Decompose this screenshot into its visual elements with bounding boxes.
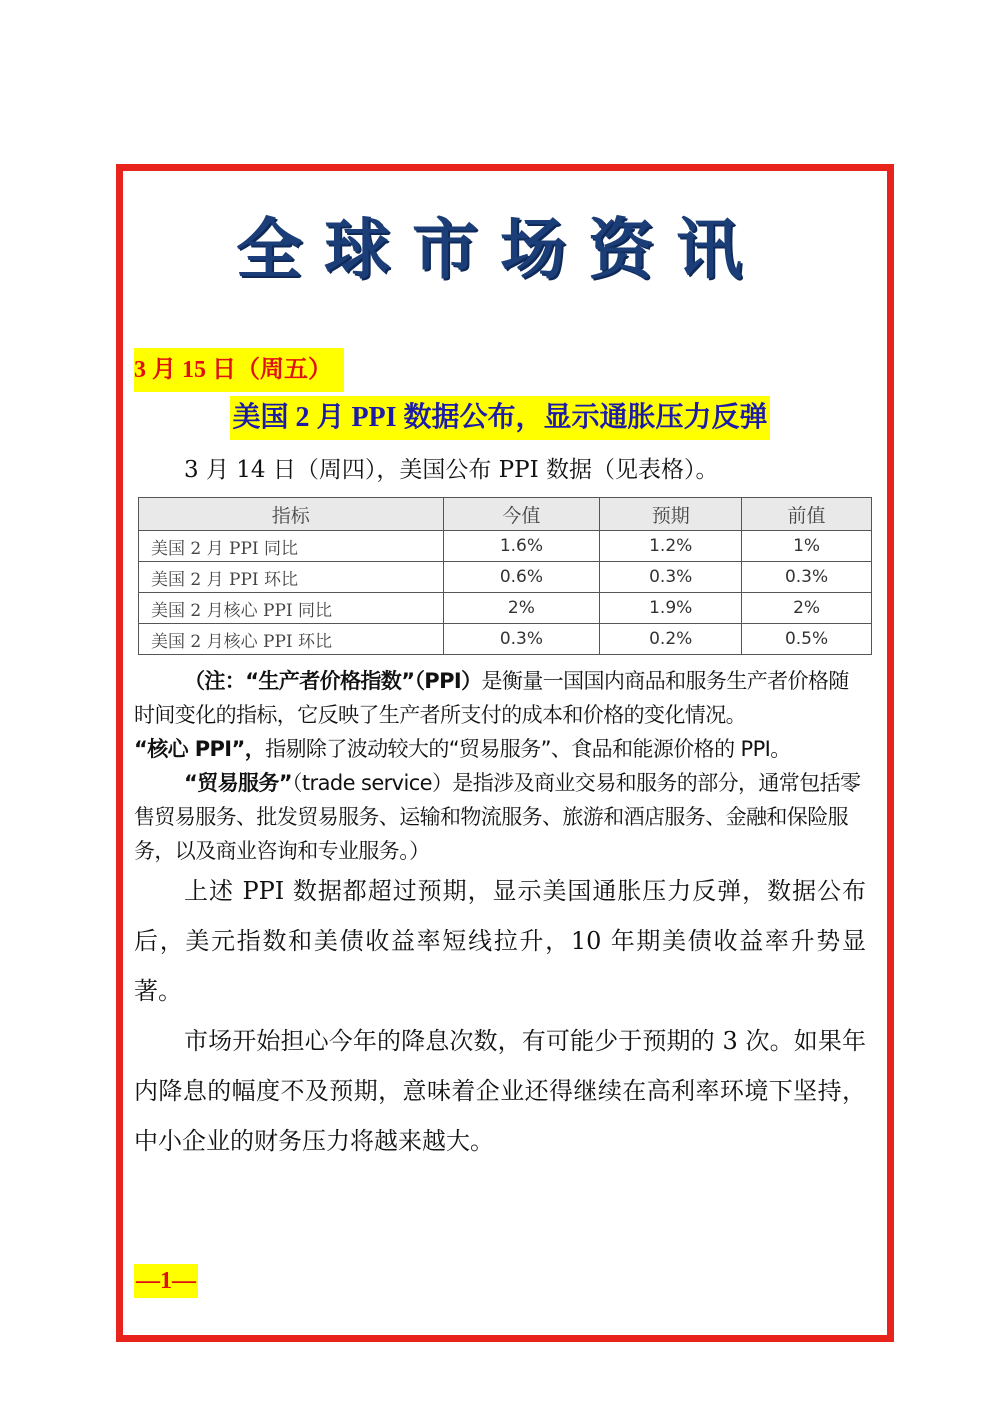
definition-note xyxy=(134,664,866,868)
note-core-ppi-definition xyxy=(134,732,866,766)
note-ppi-definition xyxy=(134,664,866,732)
row-current: 0.3% xyxy=(443,624,600,655)
ppi-data-table xyxy=(138,497,872,655)
row-label: 美国 2 月 PPI 同比 xyxy=(139,531,444,562)
row-current: 0.6% xyxy=(443,562,600,593)
table-header-indicator: 指标 xyxy=(139,498,444,531)
row-previous: 0.3% xyxy=(742,562,872,593)
row-previous: 1% xyxy=(742,531,872,562)
note-ppi-abbr: （PPI） xyxy=(414,669,482,693)
table-row xyxy=(139,624,872,655)
note-ppi-text: 是衡量一国国内商品和服务生产者价格随时间变化的指标，它反映了生产者所支付的成本和价格的变化情况。 xyxy=(134,669,849,727)
note-open: （注： xyxy=(184,669,246,693)
table-row xyxy=(139,562,872,593)
note-ppi-term: “生产者价格指数” xyxy=(245,669,415,693)
table-header-row xyxy=(139,498,872,531)
date-line: 3 月 15 日（周五） xyxy=(134,348,344,392)
table-header-previous: 前值 xyxy=(742,498,872,531)
table-row xyxy=(139,531,872,562)
intro-paragraph: 3 月 14 日（周四），美国公布 PPI 数据（见表格）。 xyxy=(184,457,719,483)
row-expected: 1.2% xyxy=(600,531,742,562)
note-trade-service-term: “贸易服务” xyxy=(184,771,293,795)
row-expected: 1.9% xyxy=(600,593,742,624)
article-headline: 美国 2 月 PPI 数据公布，显示通胀压力反弹 xyxy=(230,396,769,440)
body-paragraph: 上述 PPI 数据都超过预期，显示美国通胀压力反弹，数据公布后，美元指数和美债收益率短线拉升，10 年期美债收益率升势显著。 xyxy=(134,877,866,1005)
body-paragraph: 市场开始担心今年的降息次数，有可能少于预期的 3 次。如果年内降息的幅度不及预期，意味着企业还得继续在高利率环境下坚持，中小企业的财务压力将越来越大。 xyxy=(134,1027,866,1155)
note-core-ppi-term: “核心 PPI”， xyxy=(134,737,266,761)
row-expected: 0.3% xyxy=(600,562,742,593)
row-previous: 2% xyxy=(742,593,872,624)
row-label: 美国 2 月 PPI 环比 xyxy=(139,562,444,593)
table-header-current: 今值 xyxy=(443,498,600,531)
row-label: 美国 2 月核心 PPI 环比 xyxy=(139,624,444,655)
masthead-title: 全球市场资讯 xyxy=(236,210,764,288)
row-label: 美国 2 月核心 PPI 同比 xyxy=(139,593,444,624)
note-trade-service-text: （trade service）是指涉及商业交易和服务的部分，通常包括零售贸易服务、批发贸易服务、运输和物流服务、旅游和酒店服务、金融和保险服务，以及商业咨询和专业服务。） xyxy=(134,771,861,863)
row-current: 1.6% xyxy=(443,531,600,562)
row-previous: 0.5% xyxy=(742,624,872,655)
headline-container xyxy=(0,396,1000,440)
table-row xyxy=(139,593,872,624)
row-expected: 0.2% xyxy=(600,624,742,655)
note-core-ppi-text: 指剔除了波动较大的“贸易服务”、食品和能源价格的 PPI。 xyxy=(265,737,791,761)
article-body xyxy=(134,866,866,1166)
table-header-expected: 预期 xyxy=(600,498,742,531)
note-trade-service-definition xyxy=(134,766,866,868)
row-current: 2% xyxy=(443,593,600,624)
page-number: —1— xyxy=(134,1264,198,1298)
